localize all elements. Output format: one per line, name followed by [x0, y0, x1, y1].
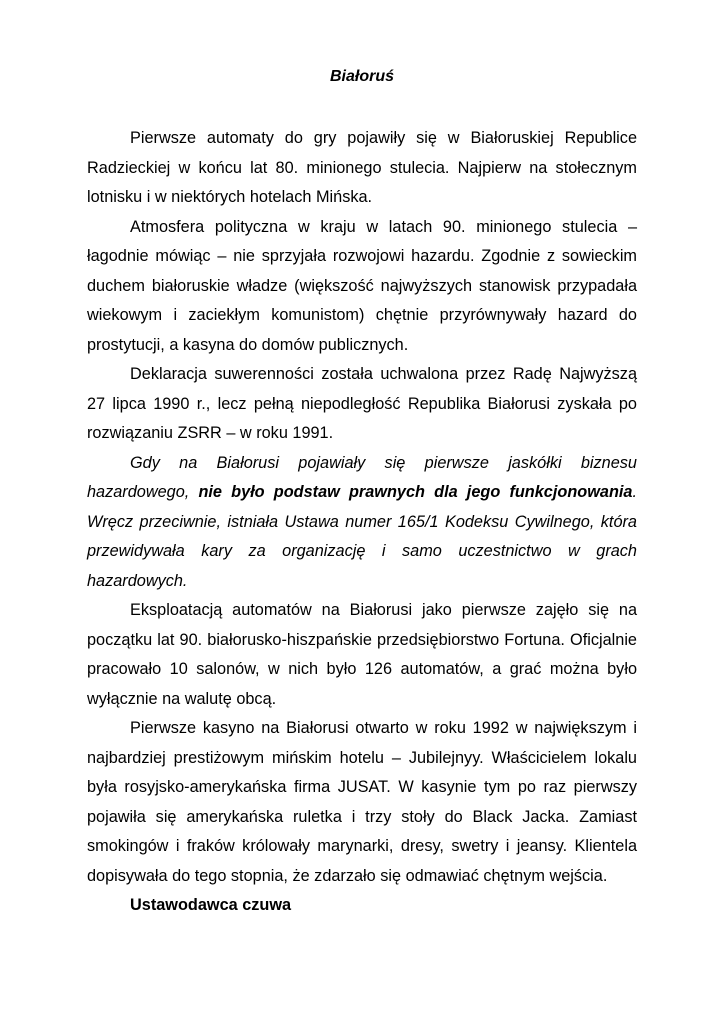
document-body — [87, 124, 637, 921]
paragraph-5: Eksploatacją automatów na Białorusi jako pierwsze zajęło się na początku lat 90. białorusko-hiszpańskie przedsiębiorstwo Fortuna. Oficjalnie pracowało 10 salonów, w nich było 126 automatów, a grać można było wyłącznie na walutę obcą. — [87, 601, 637, 708]
paragraph-4-emphasis: nie było podstaw prawnych dla jego funkcjonowania — [198, 483, 633, 501]
paragraph-6: Pierwsze kasyno na Białorusi otwarto w roku 1992 w największym i najbardziej prestiżowym mińskim hotelu – Jubilejnyy. Właścicielem lokalu była rosyjsko-amerykańska firma JUSAT. W kasynie tym po raz pierwszy pojawiła się amerykańska ruletka i trzy stoły do Black Jacka. Zamiast smokingów i fraków królowały marynarki, dresy, swetry i jeansy. Klientela dopisywała do tego stopnia, że zdarzało się odmawiać chętnym wejścia. — [87, 719, 637, 885]
paragraph-1: Pierwsze automaty do gry pojawiły się w Białoruskiej Republice Radzieckiej w końcu lat 80. minionego stulecia. Najpierw na stołecznym lotnisku i w niektórych hotelach Mińska. — [87, 129, 637, 206]
paragraph-4-end: . Wręcz przeciwnie, istniała Ustawa numer 165/1 Kodeksu Cywilnego, która przewidywała kary za organizację i samo uczestnictwo w grach hazardowych. — [87, 483, 637, 590]
document-title: Białoruś — [329, 68, 394, 85]
paragraph-2: Atmosfera polityczna w kraju w latach 90. minionego stulecia – łagodnie mówiąc – nie sprzyjała rozwojowi hazardu. Zgodnie z sowieckim duchem białoruskie władze (większość najwyższych stanowisk przypadała wiekowym i zaciekłym komunistom) chętnie przyrównywały hazard do prostytucji, a kasyna do domów publicznych. — [87, 217, 637, 354]
paragraph-3: Deklaracja suwerenności została uchwalona przez Radę Najwyższą 27 lipca 1990 r., lecz pełną niepodległość Republika Białorusi zyskała po rozwiązaniu ZSRR – w roku 1991. — [87, 365, 637, 442]
paragraph-4 — [87, 449, 637, 597]
section-heading: Ustawodawca czuwa — [130, 896, 292, 914]
paragraph-4-start: Gdy na Białorusi pojawiały się pierwsze jaskółki biznesu hazardowego, — [87, 453, 637, 501]
